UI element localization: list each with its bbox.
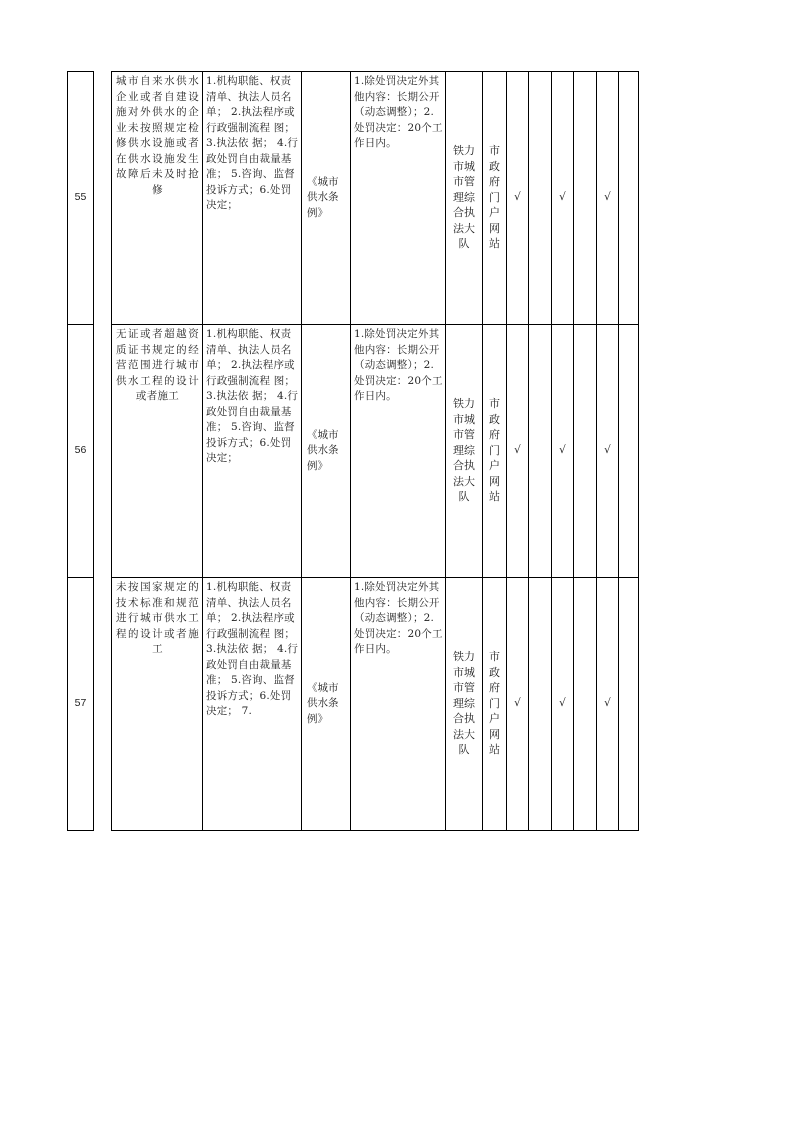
check-cell: [619, 325, 639, 578]
disclosure-channel-cell: [483, 325, 507, 578]
disclosure-channel: 市政府门户网站: [489, 144, 500, 251]
item-name: 未按国家规定的技术标准和规范进行城市供水工程的设计或者施工: [112, 578, 203, 831]
check-cell: [574, 72, 597, 325]
check-cell: [529, 72, 552, 325]
item-name: 无证或者超越资质证书规定的经营范围进行城市供水工程的设计或者施工: [112, 325, 203, 578]
disclosure-period: 1.除处罚决定外其他内容：长期公开（动态调整）；2.处罚决定：20个工作日内。: [351, 578, 446, 831]
disclosure-subject-cell: [446, 325, 483, 578]
spacer-cell: [94, 578, 112, 831]
check-cell: [529, 578, 552, 831]
check-cell: √: [597, 578, 619, 831]
check-cell: [574, 325, 597, 578]
row-number: 55: [68, 72, 94, 325]
row-number: 56: [68, 325, 94, 578]
check-cell: [529, 325, 552, 578]
check-cell: √: [552, 72, 574, 325]
disclosure-subject-cell: [446, 578, 483, 831]
check-cell: √: [507, 578, 529, 831]
check-cell: √: [507, 325, 529, 578]
legal-basis: 《城市供水条例》: [302, 72, 351, 325]
check-cell: [619, 72, 639, 325]
table-row: [68, 325, 639, 578]
disclosure-period: 1.除处罚决定外其他内容：长期公开（动态调整）；2.处罚决定：20个工作日内。: [351, 72, 446, 325]
table-row: [68, 72, 639, 325]
disclosure-channel-cell: [483, 72, 507, 325]
disclosure-table: [67, 71, 639, 831]
disclosure-subject: 铁力市城市管理综合执法大队: [453, 397, 475, 504]
disclosure-subject-cell: [446, 72, 483, 325]
disclosure-subject: 铁力市城市管理综合执法大队: [453, 144, 475, 251]
check-cell: √: [552, 578, 574, 831]
spacer-cell: [94, 72, 112, 325]
disclosure-channel-cell: [483, 578, 507, 831]
disclosure-content: 1.机构职能、权责清单、执法人员名单； 2.执法程序或行政强制流程 图； 3.执法依 据； 4.行政处罚自由裁量基准； 5.咨询、监督投诉方式；6.处罚决定；: [203, 72, 302, 325]
check-cell: √: [597, 72, 619, 325]
disclosure-channel: 市政府门户网站: [489, 650, 500, 757]
table-row: [68, 578, 639, 831]
check-cell: [574, 578, 597, 831]
disclosure-channel: 市政府门户网站: [489, 397, 500, 504]
legal-basis: 《城市供水条例》: [302, 578, 351, 831]
disclosure-content: 1.机构职能、权责清单、执法人员名单； 2.执法程序或行政强制流程 图； 3.执法依 据； 4.行政处罚自由裁量基准； 5.咨询、监督投诉方式；6.处罚决定；: [203, 325, 302, 578]
legal-basis: 《城市供水条例》: [302, 325, 351, 578]
disclosure-period: 1.除处罚决定外其他内容：长期公开（动态调整）；2.处罚决定：20个工作日内。: [351, 325, 446, 578]
disclosure-content: 1.机构职能、权责清单、执法人员名单； 2.执法程序或行政强制流程 图； 3.执法依 据； 4.行政处罚自由裁量基准； 5.咨询、监督投诉方式；6.处罚决定； 7.: [203, 578, 302, 831]
row-number: 57: [68, 578, 94, 831]
spacer-cell: [94, 325, 112, 578]
disclosure-subject: 铁力市城市管理综合执法大队: [453, 650, 475, 757]
check-cell: √: [552, 325, 574, 578]
check-cell: √: [597, 325, 619, 578]
check-cell: √: [507, 72, 529, 325]
item-name: 城市自来水供水企业或者自建设施对外供水的企业未按照规定检修供水设施或者在供水设施发生故障后未及时抢修: [112, 72, 203, 325]
check-cell: [619, 578, 639, 831]
